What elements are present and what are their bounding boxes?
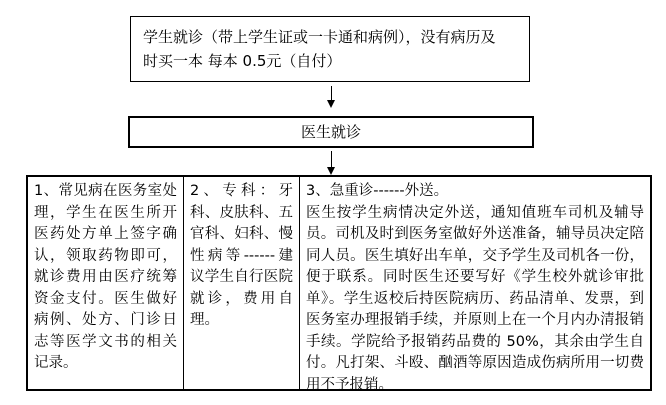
doctor-label: 医生就诊 xyxy=(300,123,361,141)
branch-specialty xyxy=(184,177,300,389)
emergency-text: 医生按学生病情决定外送，通知值班车司机及辅导员。司机及时到医务室做好外送准备，辅导员决定陪同人员。医生填好出车单，交予学生及司机各一份，便于联系。同时医生还要写好《学生校外就诊审批单》。学生返校后持医院病历、药品清单、发票，到医务室办理报销手续，并原则上在一个月内办清报销手续。学院给予报销药品费的 50%，其余由学生自付。凡打架、斗殴、酗酒等原因造成伤病所用一切费用不予报销。 xyxy=(306,204,644,393)
emergency-title: 3、急重诊------外送。 xyxy=(306,183,449,199)
branch-emergency xyxy=(300,177,650,393)
registration-text-line1: 学生就诊（带上学生证或一卡通和病例），没有病历及 xyxy=(143,28,496,46)
common-illness-text: 1、常见病在医务室处理，学生在医生所开医药处方单上签字确认，领取药物即可，就诊费用由医疗统筹资金支付。医生做好病例、处方、门诊日志等医学文书的相关记录。 xyxy=(34,183,177,371)
registration-text-line2: 时买一本 每本 0.5元（自付） xyxy=(143,52,342,70)
step-registration-box xyxy=(130,16,530,82)
step-doctor-box xyxy=(128,116,534,148)
specialty-text: 2、专科：牙科、皮肤科、五官科、妇科、慢性病等------建议学生自行医院就诊，费用自理。 xyxy=(190,183,293,328)
branch-common-illness xyxy=(28,177,184,389)
branches-box xyxy=(26,175,652,391)
